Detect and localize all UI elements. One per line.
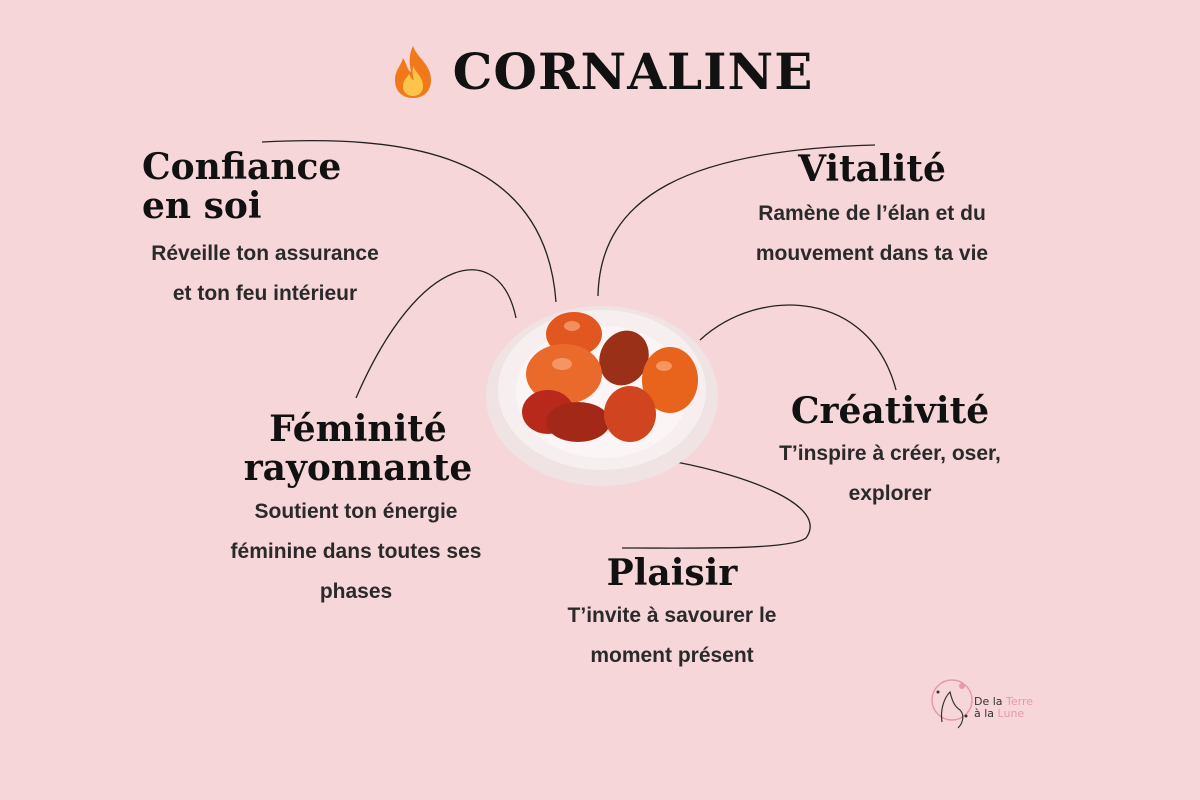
brand-logo: [928, 670, 1058, 740]
title-text: CORNALINE: [452, 42, 814, 101]
stone: [604, 386, 656, 442]
carnelian-bowl-image: [484, 296, 720, 490]
description-plaisir: T’invite à savourer le moment présent: [567, 604, 777, 667]
stone: [546, 402, 610, 442]
logo-text: De la Terre à la Lune: [974, 695, 1034, 720]
heading-confiance: Confiance en soi: [142, 146, 342, 227]
connector-creativite: [700, 305, 896, 390]
heading-creativite: Créativité: [790, 390, 990, 432]
heading-feminite: Féminité rayonnante: [243, 408, 473, 489]
moon-hand-logo-icon: [928, 670, 980, 736]
description-creativite: T’inspire à créer, oser, explorer: [779, 442, 1001, 505]
description-confiance: Réveille ton assurance et ton feu intérieur: [151, 242, 379, 305]
description-feminite: Soutient ton énergie féminine dans toutes ses phases: [230, 500, 482, 603]
heading-plaisir: Plaisir: [606, 552, 738, 594]
description-vitalite: Ramène de l’élan et du mouvement dans ta vie: [755, 202, 989, 265]
heading-vitalite: Vitalité: [798, 148, 946, 190]
